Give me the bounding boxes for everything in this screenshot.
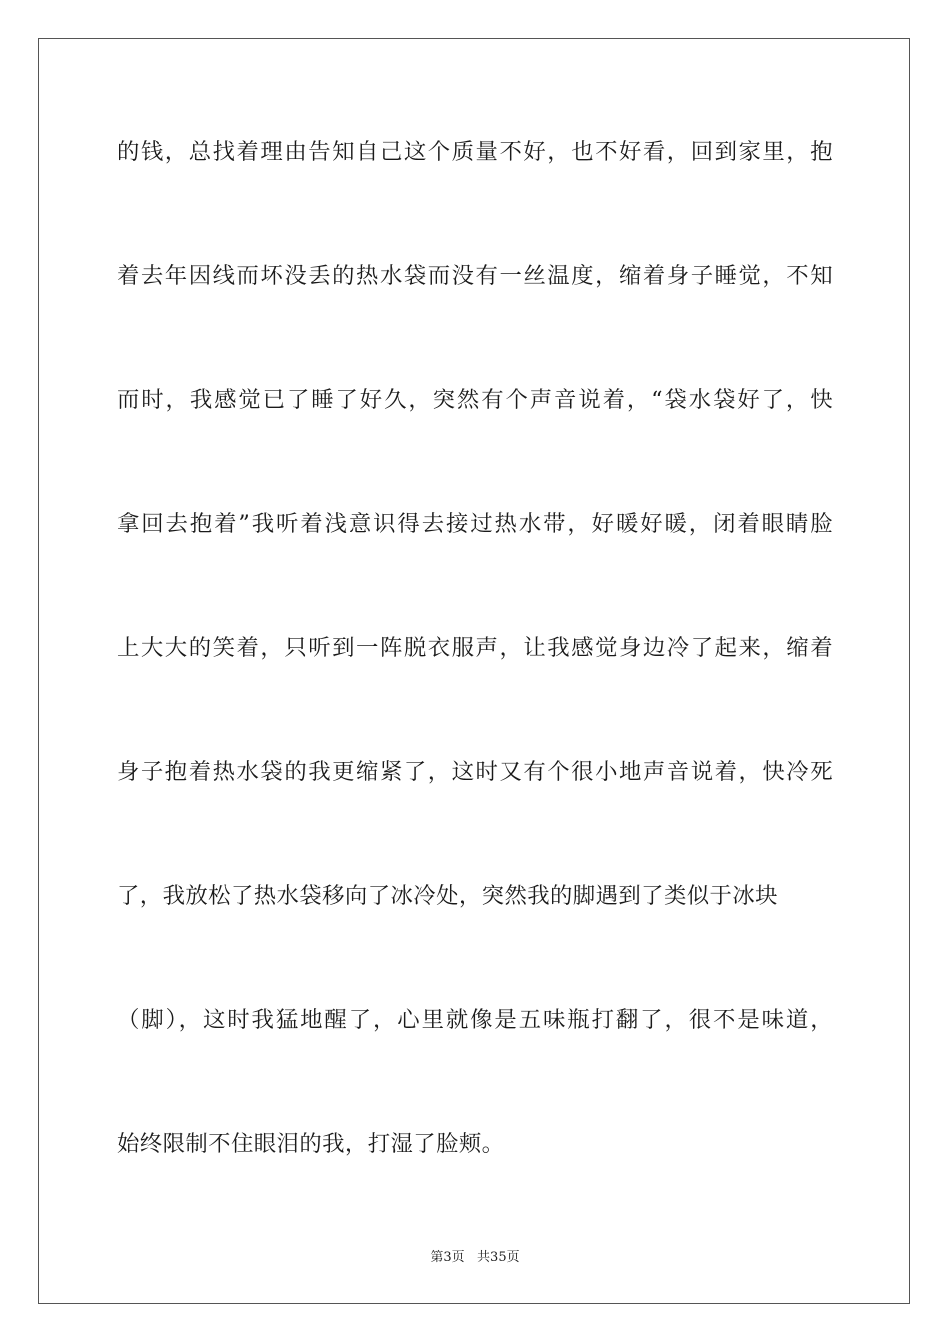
document-body [117, 124, 833, 1240]
paragraph-line: 着去年因线而坏没丢的热水袋而没有一丝温度，缩着身子睡觉，不知 [117, 263, 833, 289]
paragraph-line: （脚），这时我猛地醒了，心里就像是五味瓶打翻了，很不是味道， [117, 1007, 833, 1033]
paragraph-line: 上大大的笑着，只听到一阵脱衣服声，让我感觉身边冷了起来，缩着 [117, 635, 833, 661]
paragraph-line: 始终限制不住眼泪的我，打湿了脸颊。 [117, 1131, 505, 1157]
paragraph-line: 的钱，总找着理由告知自己这个质量不好，也不好看，回到家里，抱 [117, 139, 833, 165]
paragraph-line: 而时，我感觉已了睡了好久，突然有个声音说着，“袋水袋好了，快 [117, 387, 833, 413]
paragraph-line: 拿回去抱着”我听着浅意识得去接过热水带，好暖好暖，闭着眼睛脸 [117, 511, 833, 537]
page-number-footer: 第3页 共35页 [430, 1250, 520, 1265]
paragraph-line: 身子抱着热水袋的我更缩紧了，这时又有个很小地声音说着，快冷死 [117, 759, 833, 785]
paragraph-line: 了，我放松了热水袋移向了冰冷处，突然我的脚遇到了类似于冰块 [117, 883, 778, 909]
